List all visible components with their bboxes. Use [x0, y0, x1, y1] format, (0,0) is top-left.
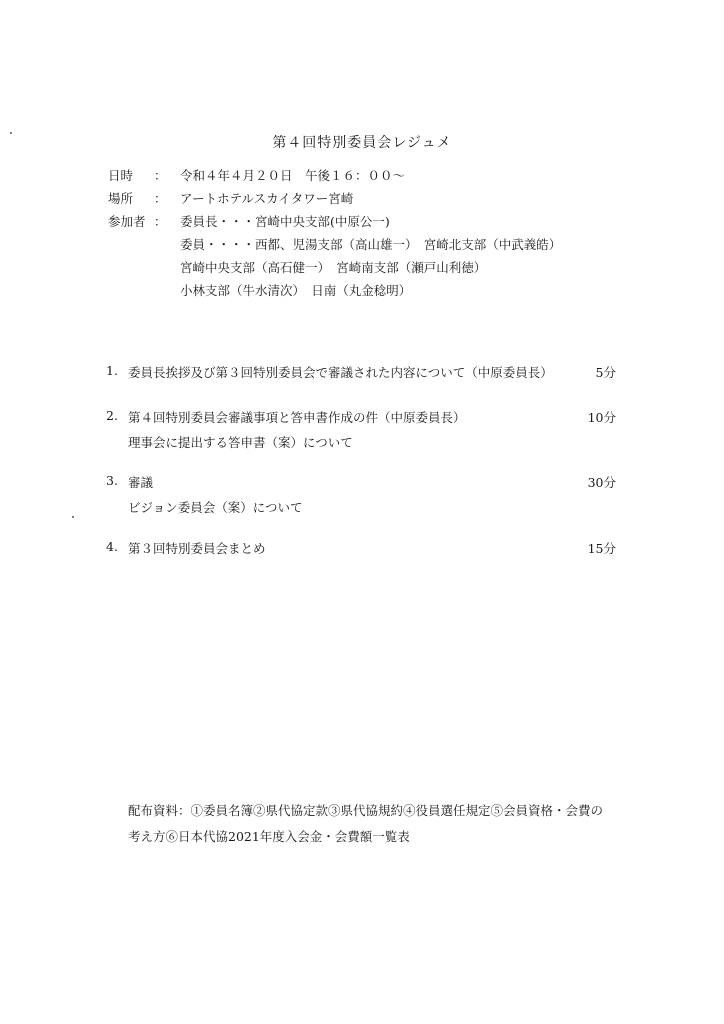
place-value: アートホテルスカイタワー宮崎 — [180, 191, 354, 206]
agenda-text: 第４回特別委員会審議事項と答申書作成の件（中原委員長） — [128, 410, 466, 425]
agenda-item — [106, 363, 616, 381]
document-title: 第４回特別委員会レジュメ — [272, 135, 452, 151]
attendee-line: 宮崎中央支部（高石健一） 宮崎南支部（瀬戸山利徳） — [180, 260, 487, 275]
agenda-number: 4. — [106, 539, 118, 554]
agenda-time: 10分 — [587, 410, 616, 425]
meeting-info — [108, 164, 561, 302]
date-label: 日時 — [108, 168, 134, 183]
agenda-number: 3. — [106, 473, 118, 488]
attendees-colon: ： — [154, 214, 167, 229]
agenda-item — [106, 473, 616, 516]
agenda-text: 審議 — [128, 475, 154, 490]
materials-line: 配布資料：①委員名簿②県代協定款③県代協規約④役員選任規定⑤会員資格・会費の — [128, 803, 604, 818]
agenda-subtext: 理事会に提出する答申書（案）について — [128, 435, 353, 450]
date-colon: ： — [154, 168, 167, 183]
agenda-time: 30分 — [587, 475, 616, 490]
date-value: 令和４年４月２０日 午後１６：００～ — [180, 168, 406, 183]
agenda-item — [106, 539, 616, 557]
distributed-materials — [128, 798, 618, 850]
materials-line: 考え方⑥日本代協2021年度入会金・会費額一覧表 — [128, 829, 410, 844]
place-label: 場所 — [108, 191, 134, 206]
scan-speck — [72, 516, 74, 518]
agenda-subtext: ビジョン委員会（案）について — [128, 500, 303, 515]
scan-speck — [10, 132, 12, 134]
place-row — [108, 187, 561, 210]
place-colon: ： — [154, 191, 167, 206]
attendees-label: 参加者 — [108, 214, 146, 229]
agenda-time: 5分 — [595, 365, 616, 380]
agenda-number: 1. — [106, 363, 118, 378]
attendees-row — [108, 210, 561, 233]
agenda-text: 委員長挨拶及び第３回特別委員会で審議された内容について（中原委員長） — [128, 365, 553, 380]
agenda-item — [106, 408, 616, 451]
attendee-line: 小林支部（牛水清次） 日南（丸金稔明） — [180, 283, 412, 298]
agenda-number: 2. — [106, 408, 118, 423]
attendee-line: 委員・・・・西都、児湯支部（高山雄一） 宮崎北支部（中武義皓） — [180, 237, 562, 252]
agenda-text: 第３回特別委員会まとめ — [128, 541, 266, 556]
agenda-time: 15分 — [587, 541, 616, 556]
date-row — [108, 164, 561, 187]
attendee-chair: 委員長・・・宮崎中央支部(中原公一) — [180, 214, 390, 229]
